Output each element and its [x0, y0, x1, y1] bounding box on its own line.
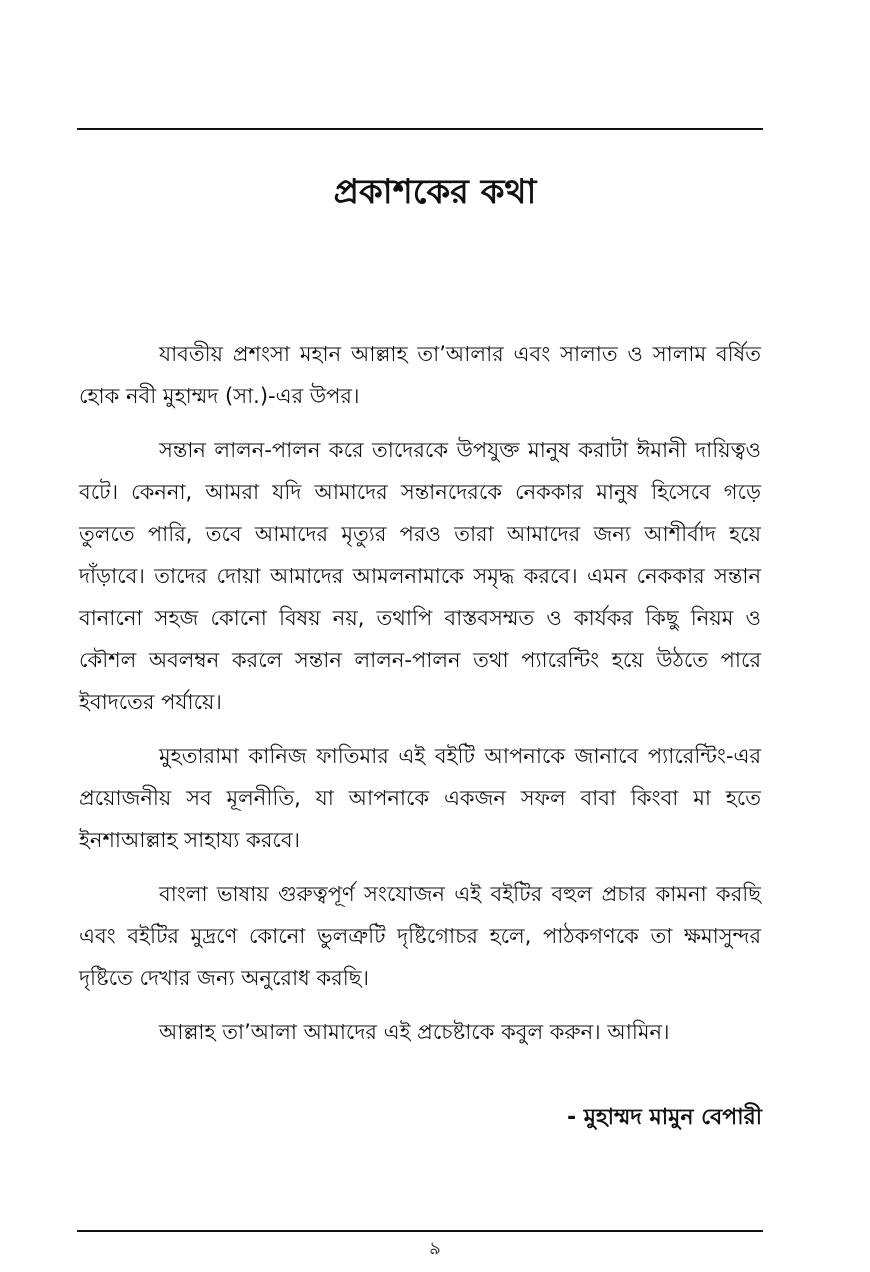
paragraph-book-intro: মুহতারামা কানিজ ফাতিমার এই বইটি আপনাকে জানাবে প্যারেন্টিং-এর প্রয়োজনীয় সব মূলনীতি, যা আপনাকে একজন সফল বাবা কিংবা মা হতে ইনশাআল্লাহ সাহায্য করবে। — [79, 744, 761, 852]
paragraph-request: বাংলা ভাষায় গুরুত্বপূর্ণ সংযোজন এই বইটির বহুল প্রচার কামনা করছি এবং বইটির মুদ্রণে কোনো ভুলত্রুটি দৃষ্টিগোচর হলে, পাঠকগণকে তা ক্ষমাসুন্দর দৃষ্টিতে দেখার জন্য অনুরোধ করছি। — [79, 882, 761, 990]
publisher-signature: - মুহাম্মদ মামুন বেপারী — [567, 1105, 762, 1130]
page-number: ৯ — [429, 1238, 441, 1259]
paragraph-praise: যাবতীয় প্রশংসা মহান আল্লাহ তা’আলার এবং সালাত ও সালাম বর্ষিত হোক নবী মুহাম্মদ (সা.)-এর উপর। — [79, 342, 761, 408]
top-divider — [77, 128, 763, 130]
bottom-divider — [77, 1230, 763, 1232]
body-text — [79, 333, 761, 1065]
page-title: প্রকাশকের কথা — [333, 172, 537, 212]
paragraph-prayer: আল্লাহ তা’আলা আমাদের এই প্রচেষ্টাকে কবুল করুন। আমিন। — [159, 1020, 670, 1044]
paragraph-parenting: সন্তান লালন-পালন করে তাদেরকে উপযুক্ত মানুষ করাটা ঈমানী দায়িত্বও বটে। কেননা, আমরা যদি আমাদের সন্তানদেরকে নেককার মানুষ হিসেবে গড়ে তুলতে পারি, তবে আমাদের মৃত্যুর পরও তারা আমাদের জন্য আশীর্বাদ হয়ে দাঁড়াবে। তাদের দোয়া আমাদের আমলনামাকে সমৃদ্ধ করবে। এমন নেককার সন্তান বানানো সহজ কোনো বিষয় নয়, তথাপি বাস্তবসম্মত ও কার্যকর কিছু নিয়ম ও কৌশল অবলম্বন করলে সন্তান লালন-পালন তথা প্যারেন্টিং হয়ে উঠতে পারে ইবাদতের পর্যায়ে। — [79, 438, 761, 714]
